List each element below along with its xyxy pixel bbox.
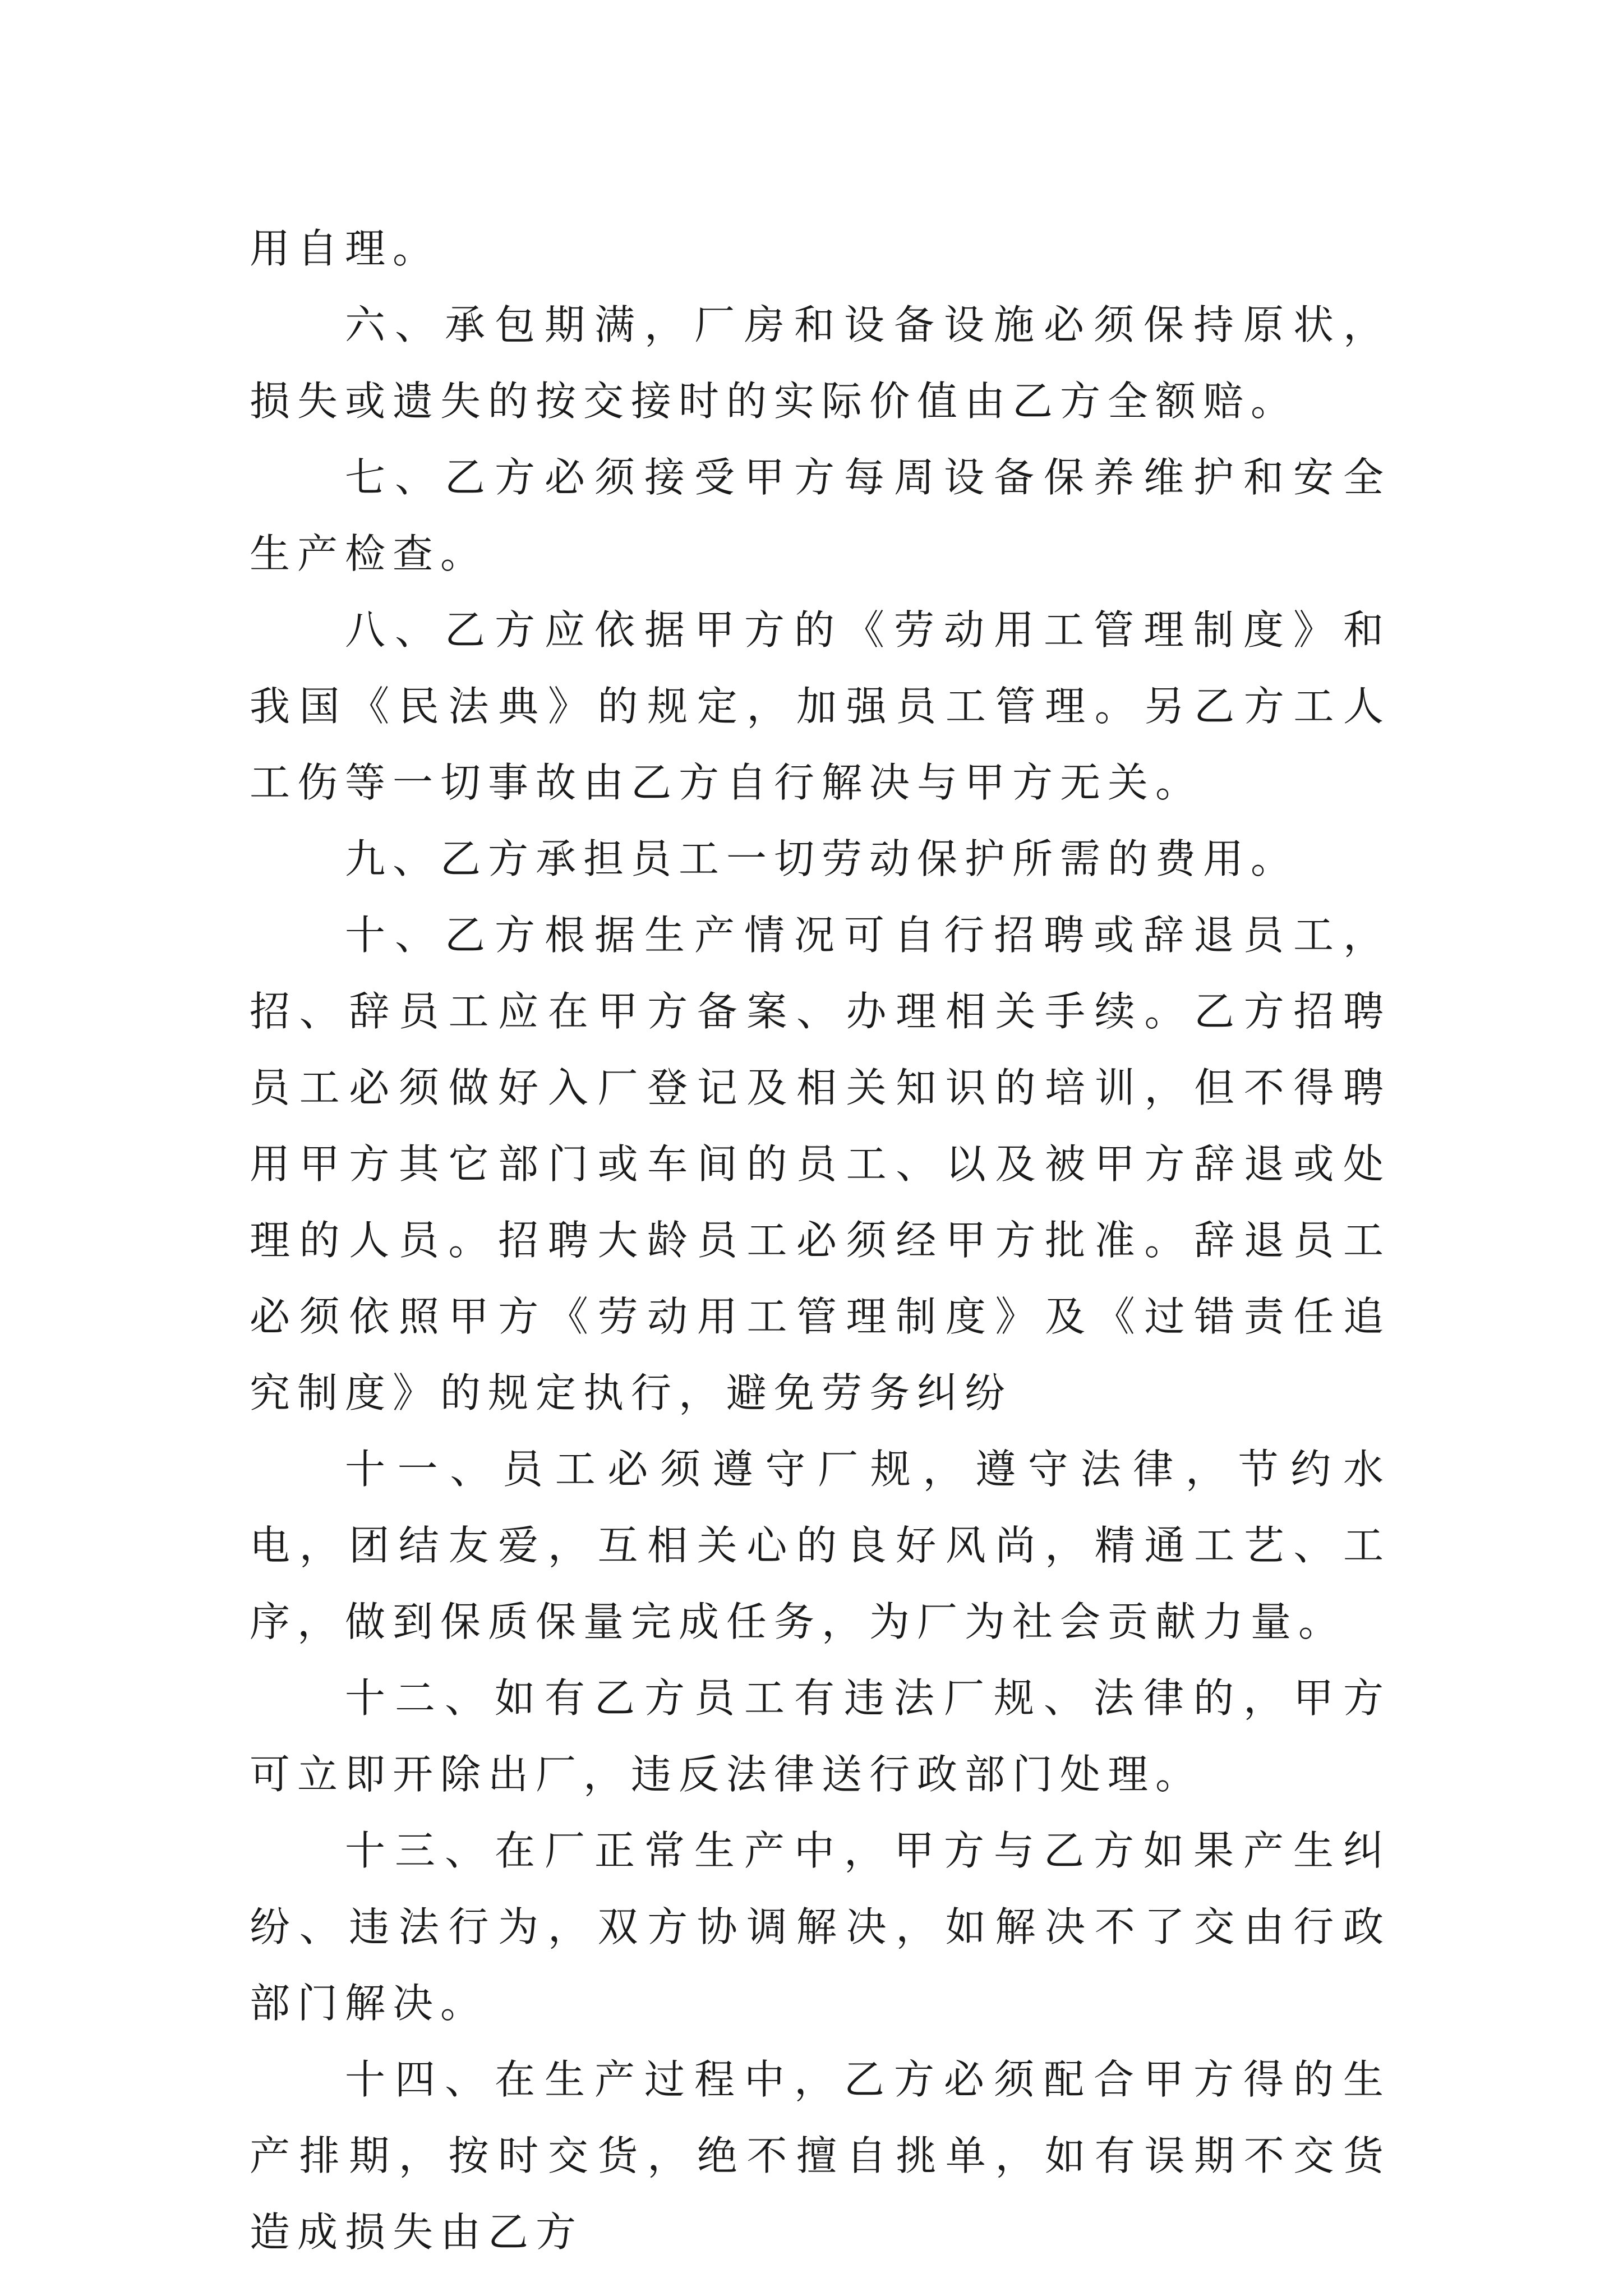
paragraph-continuation: 用自理。: [250, 225, 441, 272]
paragraph-clause-13: 十三、在厂正常生产中，甲方与乙方如果产生纠纷、违法行为，双方协调解决，如解决不了交由行政部门解决。: [250, 1827, 1391, 2027]
paragraph-clause-10: 十、乙方根据生产情况可自行招聘或辞退员工，招、辞员工应在甲方备案、办理相关手续。乙方招聘员工必须做好入厂登记及相关知识的培训，但不得聘用甲方其它部门或车间的员工、以及被甲方辞退或处理的人员。招聘大龄员工必须经甲方批准。辞退员工必须依照甲方《劳动用工管理制度》及《过错责任追究制度》的规定执行，避免劳务纠纷: [250, 912, 1391, 1416]
paragraph-clause-14: 十四、在生产过程中，乙方必须配合甲方得的生产排期，按时交货，绝不擅自挑单，如有误期不交货造成损失由乙方: [250, 2056, 1391, 2256]
paragraph-clause-8: 八、乙方应依据甲方的《劳动用工管理制度》和我国《民法典》的规定，加强员工管理。另乙方工人工伤等一切事故由乙方自行解决与甲方无关。: [250, 606, 1391, 806]
document-body: [250, 210, 1391, 2270]
paragraph-clause-7: 七、乙方必须接受甲方每周设备保养维护和安全生产检查。: [250, 454, 1391, 577]
paragraph-clause-9: 九、乙方承担员工一切劳动保护所需的费用。: [345, 835, 1299, 882]
paragraph-clause-11: 十一、员工必须遵守厂规，遵守法律，节约水电，团结友爱，互相关心的良好风尚，精通工艺、工序，做到保质保量完成任务，为厂为社会贡献力量。: [250, 1446, 1391, 1645]
paragraph-clause-12: 十二、如有乙方员工有违法厂规、法律的，甲方可立即开除出厂，违反法律送行政部门处理。: [250, 1674, 1391, 1798]
paragraph-clause-6: 六、承包期满，厂房和设备设施必须保持原状，损失或遗失的按交接时的实际价值由乙方全额赔。: [250, 301, 1391, 425]
